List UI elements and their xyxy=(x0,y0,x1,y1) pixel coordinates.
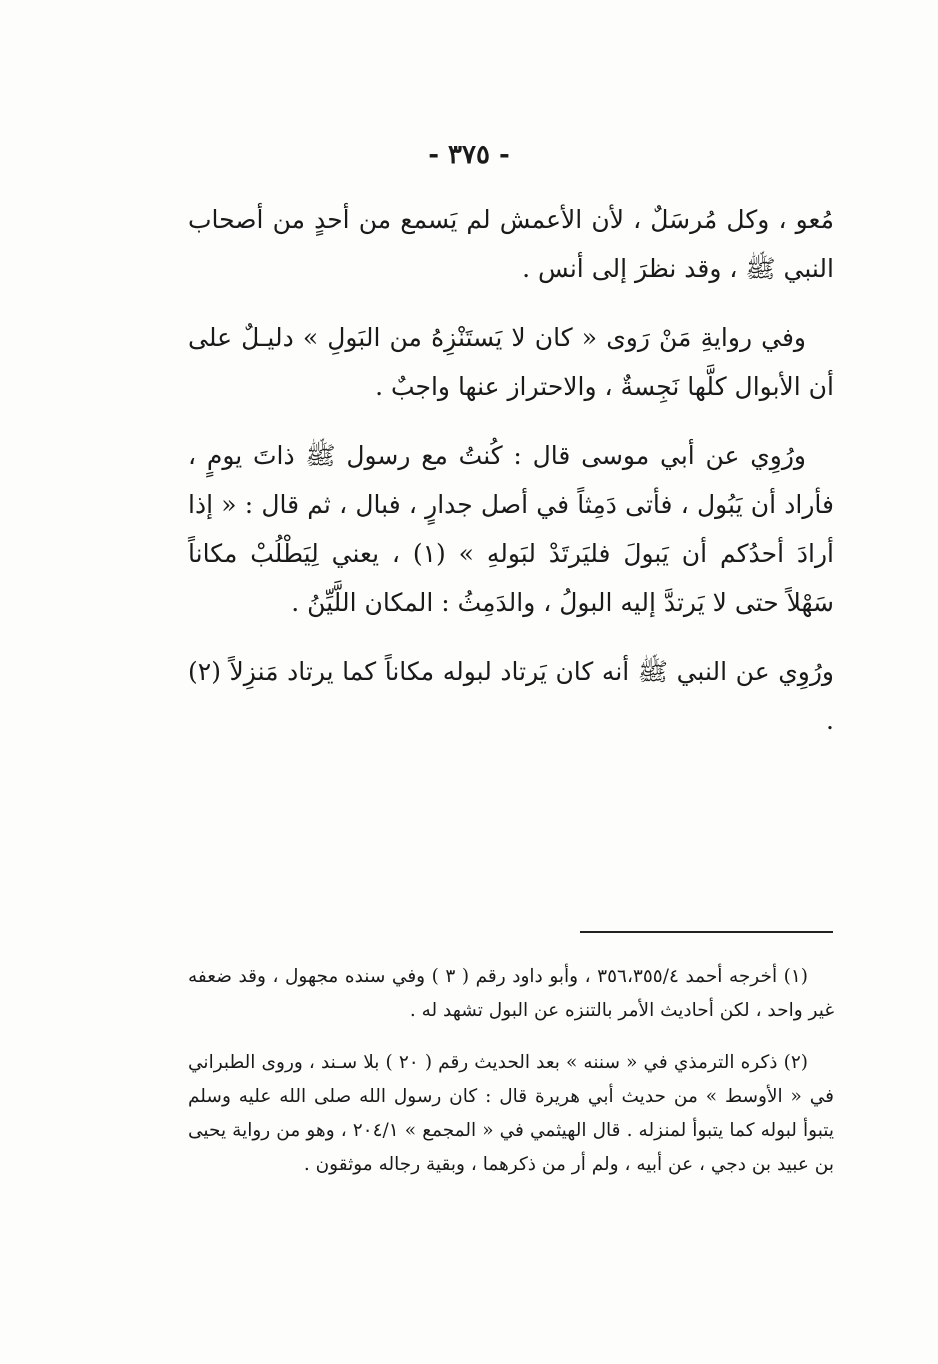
paragraph: وفي روايةِ مَنْ رَوى « كان لا يَستَنْزِهُ من البَولِ » دليـلٌ على أن الأبوال كلَّها نَجِسةٌ ، والاحتراز عنها واجبٌ . xyxy=(188,323,834,401)
footnote: (٢) ذكره الترمذي في « سننه » بعد الحديث رقم ( ٢٠ ) بلا سـند ، وروى الطبراني في « الأوسط » من حديث أبي هريرة قال : كان رسول الله صلى الله عليه وسلم يتبوأ لبوله كما يتبوأ لمنزله . قال الهيثمي في « المجمع » ٢٠٤/١ ، وهو من رواية يحيى بن عبيد بن دجي ، عن أبيه ، ولم أر من ذكرهما ، وبقية رجاله موثقون . xyxy=(188,1052,835,1175)
footnote-separator xyxy=(580,931,833,933)
paragraph: ورُوِي عن النبي ﷺ أنه كان يَرتاد لبوله مكاناً كما يرتاد مَنزِلاً (٢) . xyxy=(188,657,834,735)
paragraph: مُعو ، وكل مُرسَلٌ ، لأن الأعمش لم يَسمع من أحدٍ من أصحاب النبي ﷺ ، وقد نظرَ إلى أنس . xyxy=(188,205,834,283)
page-number: - ٣٧٥ - xyxy=(428,140,510,170)
paragraph: ورُوِي عن أبي موسى قال : كُنتُ مع رسول ﷺ ذاتَ يومٍ ، فأراد أن يَبُول ، فأتى دَمِثاً في أصل جدارٍ ، فبال ، ثم قال : « إذا أرادَ أحدُكم أن يَبولَ فليَرتَدْ لبَولهِ » (١) ، يعني لِيَطْلُبْ مكاناً سَهْلاً حتى لا يَرتدَّ إليه البولُ ، والدَمِثُ : المكان اللَّيِّنُ . xyxy=(188,441,834,617)
footnote: (١) أخرجه أحمد ٣٥٦،٣٥٥/٤ ، وأبو داود رقم ( ٣ ) وفي سنده مجهول ، وقد ضعفه غير واحد ، لكن أحاديث الأمر بالتنزه عن البول تشهد له . xyxy=(188,966,834,1021)
footnotes xyxy=(188,960,834,1200)
main-text-body xyxy=(188,195,834,765)
